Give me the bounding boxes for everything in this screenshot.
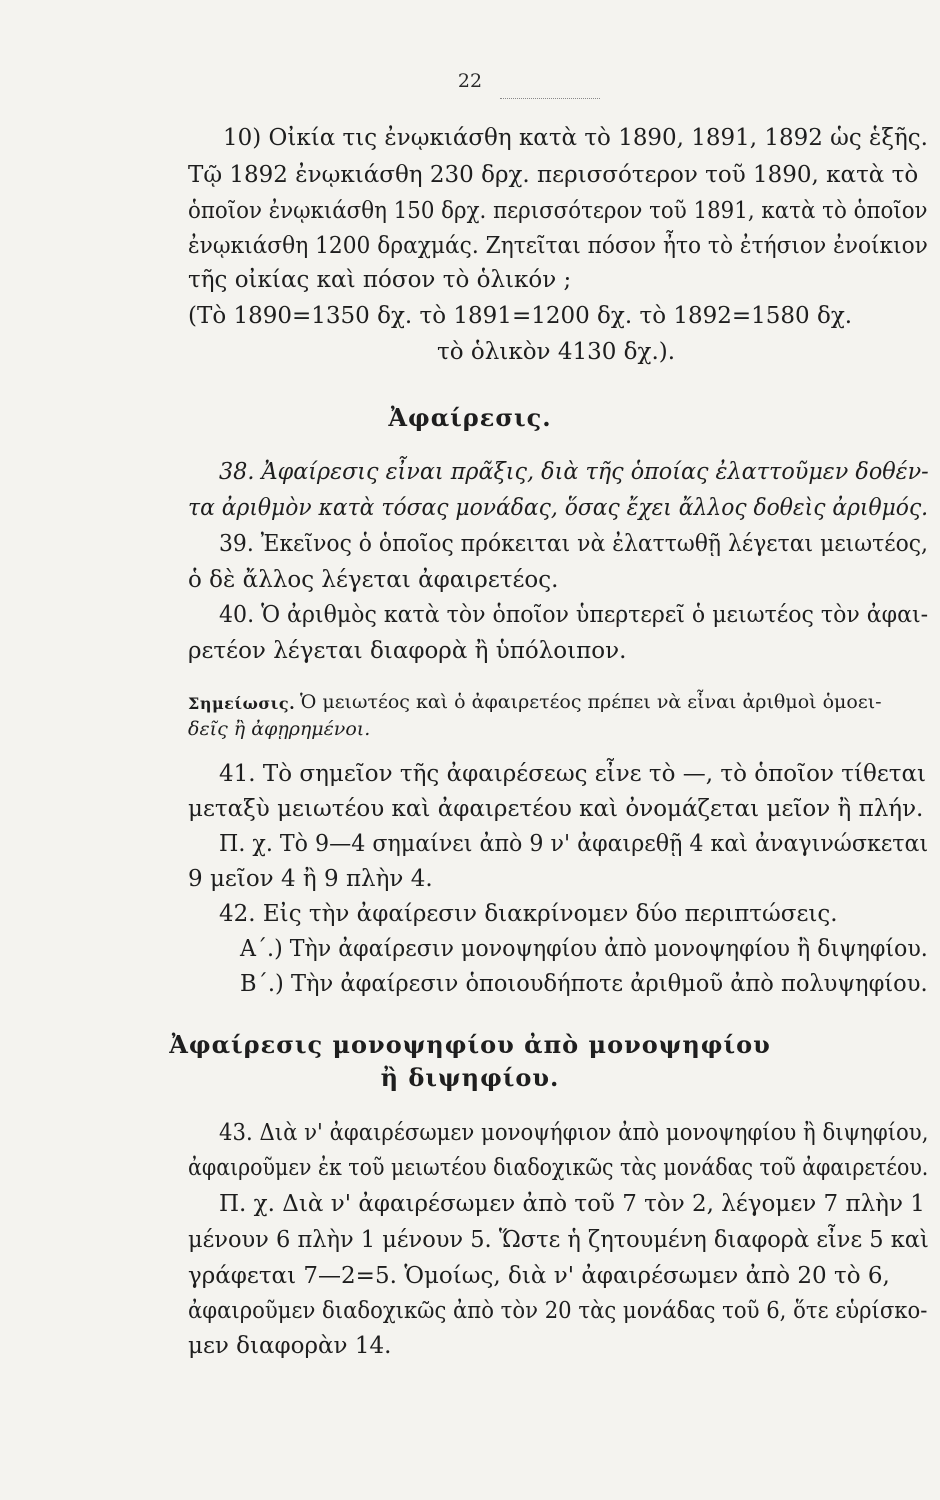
text-line: 41. Τὸ σημεῖον τῆς ἀφαιρέσεως εἶνε τὸ —, τὸ ὁποῖον τίθεται xyxy=(219,761,927,787)
answer-line: τὸ ὁλικὸν 4130 δχ.). xyxy=(437,339,676,365)
text-line: τῆς οἰκίας καὶ πόσον τὸ ὁλικόν ; xyxy=(188,267,572,293)
note-line: Ὁ μειωτέος καὶ ὁ ἀφαιρετέος πρέπει νὰ εἶναι ἀριθμοὶ ὁμοει- xyxy=(300,691,882,713)
note-line: δεῖς ἢ ἀφῃρημένοι. xyxy=(188,718,371,740)
example-line: μεν διαφορὰν 14. xyxy=(188,1333,392,1359)
text-line: 10) Οἰκία τις ἐνῳκιάσθη κατὰ τὸ 1890, 1891, 1892 ὡς ἑξῆς. xyxy=(223,125,928,151)
section-heading-single-digit-cont: ἢ διψηφίου. xyxy=(380,1063,560,1092)
text-line: 39. Ἐκεῖνος ὁ ὁποῖος πρόκειται νὰ ἐλαττωθῇ λέγεται μειωτέος, xyxy=(219,531,928,557)
note-label: Σημείωσις. xyxy=(188,694,296,713)
text-line: ρετέον λέγεται διαφορὰ ἢ ὑπόλοιπον. xyxy=(188,638,627,664)
definition-line: τα ἀριθμὸν κατὰ τόσας μονάδας, ὅσας ἔχει ἄλλος δοθεὶς ἀριθμός. xyxy=(188,495,929,521)
example-line: μένουν 6 πλὴν 1 μένουν 5. Ὥστε ἡ ζητουμένη διαφορὰ εἶνε 5 καὶ xyxy=(188,1227,929,1253)
example-line: 9 μεῖον 4 ἢ 9 πλὴν 4. xyxy=(188,866,433,892)
page-number-rule xyxy=(500,98,600,99)
text-line: ὁποῖον ἐνῳκιάσθη 150 δρχ. περισσότερον τοῦ 1891, κατὰ τὸ ὁποῖον xyxy=(188,198,928,224)
text-line: Τῷ 1892 ἐνῳκιάσθη 230 δρχ. περισσότερον τοῦ 1890, κατὰ τὸ xyxy=(188,162,919,188)
answer-line: (Τὸ 1890=1350 δχ. τὸ 1891=1200 δχ. τὸ 1892=1580 δχ. xyxy=(188,303,853,329)
page-number: 22 xyxy=(457,70,483,92)
example-line: ἀφαιροῦμεν διαδοχικῶς ἀπὸ τὸν 20 τὰς μονάδας τοῦ 6, ὅτε εὑρίσκο- xyxy=(188,1298,928,1324)
text-line: 43. Διὰ ν' ἀφαιρέσωμεν μονοψήφιον ἀπὸ μονοψηφίου ἢ διψηφίου, xyxy=(219,1120,929,1146)
section-heading-subtraction: Ἀφαίρεσις. xyxy=(388,403,552,432)
text-line: ἀφαιροῦμεν ἐκ τοῦ μειωτέου διαδοχικῶς τὰς μονάδας τοῦ ἀφαιρετέου. xyxy=(188,1155,929,1181)
case-a-line: Α΄.) Τὴν ἀφαίρεσιν μονοψηφίου ἀπὸ μονοψηφίου ἢ διψηφίου. xyxy=(240,936,928,962)
text-line: 42. Εἰς τὴν ἀφαίρεσιν διακρίνομεν δύο περιπτώσεις. xyxy=(219,901,838,927)
text-line: ὁ δὲ ἄλλος λέγεται ἀφαιρετέος. xyxy=(188,567,559,593)
text-line: ἐνῳκιάσθη 1200 δραχμάς. Ζητεῖται πόσον ἦτο τὸ ἐτήσιον ἐνοίκιον xyxy=(188,233,928,259)
section-heading-single-digit: Ἀφαίρεσις μονοψηφίου ἀπὸ μονοψηφίου xyxy=(169,1030,771,1059)
case-b-line: Β΄.) Τὴν ἀφαίρεσιν ὁποιουδήποτε ἀριθμοῦ ἀπὸ πολυψηφίου. xyxy=(240,971,928,997)
text-line: 40. Ὁ ἀριθμὸς κατὰ τὸν ὁποῖον ὑπερτερεῖ ὁ μειωτέος τὸν ἀφαι- xyxy=(219,602,929,628)
example-line: Π. χ. Διὰ ν' ἀφαιρέσωμεν ἀπὸ τοῦ 7 τὸν 2, λέγομεν 7 πλὴν 1 xyxy=(219,1191,925,1217)
definition-line: 38. Ἀφαίρεσις εἶναι πρᾶξις, διὰ τῆς ὁποίας ἐλαττοῦμεν δοθέν- xyxy=(219,459,929,485)
example-line: γράφεται 7—2=5. Ὁμοίως, διὰ ν' ἀφαιρέσωμεν ἀπὸ 20 τὸ 6, xyxy=(188,1263,890,1289)
text-line: μεταξὺ μειωτέου καὶ ἀφαιρετέου καὶ ὀνομάζεται μεῖον ἢ πλήν. xyxy=(188,796,924,822)
example-line: Π. χ. Τὸ 9—4 σημαίνει ἀπὸ 9 ν' ἀφαιρεθῇ 4 καὶ ἀναγινώσκεται xyxy=(219,831,929,857)
